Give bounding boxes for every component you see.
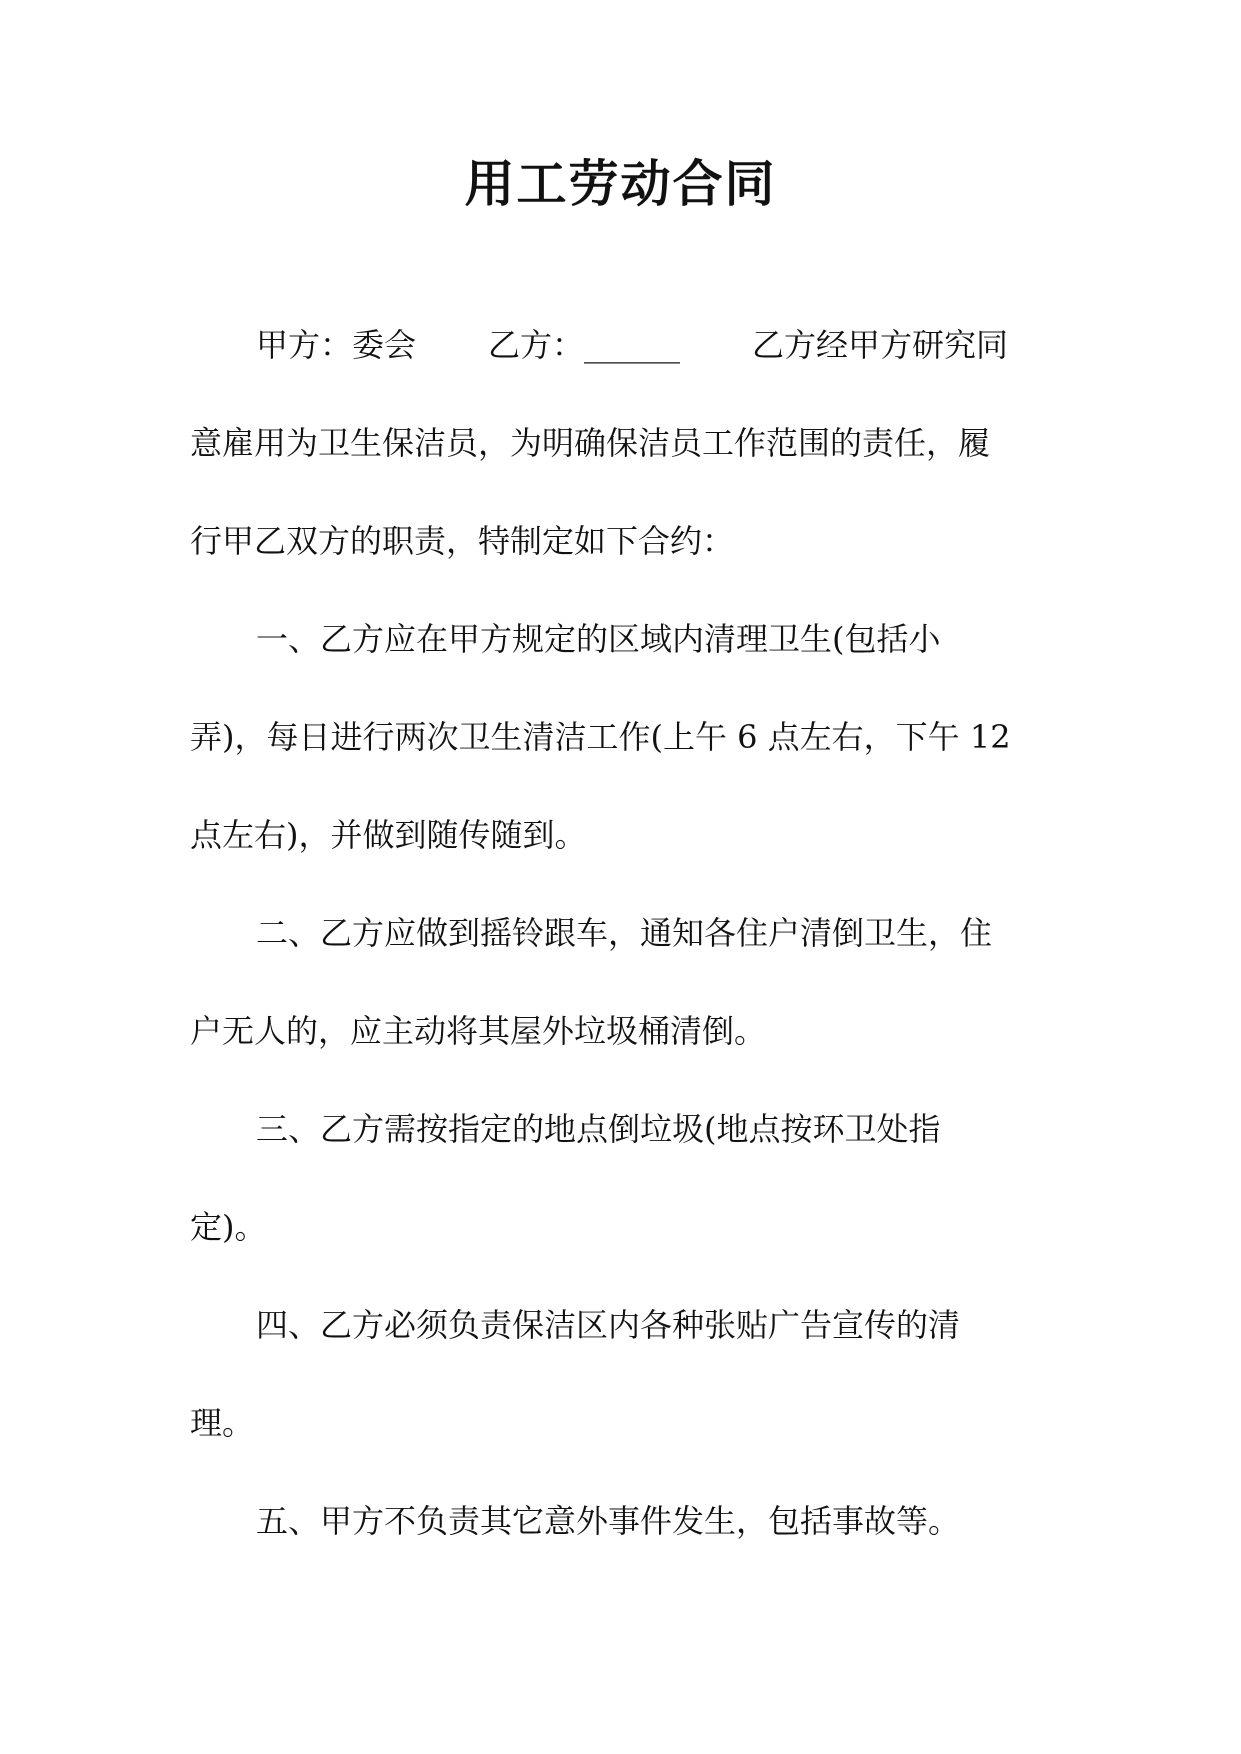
clause-3-line-1: 三、乙方需按指定的地点倒垃圾(地点按环卫处指 (256, 1110, 941, 1148)
clause-2-line-1: 二、乙方应做到摇铃跟车，通知各住户清倒卫生，住 (256, 914, 993, 952)
clause-4-line-1: 四、乙方必须负责保洁区内各种张贴广告宣传的清 (256, 1306, 961, 1344)
intro-line-2: 意雇用为卫生保洁员，为明确保洁员工作范围的责任，履 (190, 424, 991, 462)
document-title: 用工劳动合同 (464, 155, 777, 213)
clause-2-line-2: 户无人的，应主动将其屋外垃圾桶清倒。 (190, 1012, 767, 1050)
intro-line-3: 行甲乙双方的职责，特制定如下合约： (190, 522, 735, 560)
clause-5-line-1: 五、甲方不负责其它意外事件发生，包括事故等。 (256, 1502, 961, 1540)
intro-line-1 (190, 296, 1048, 394)
clause-1-line-3: 点左右)，并做到随传随到。 (190, 816, 587, 854)
intro-line-1-tail: 乙方经甲方研究同 (752, 326, 1009, 364)
clause-4-line-2: 理。 (190, 1404, 255, 1442)
clause-1-line-1: 一、乙方应在甲方规定的区域内清理卫生(包括小 (256, 620, 941, 658)
document-body (190, 296, 1048, 1570)
party-b: 乙方：______ (488, 326, 681, 364)
clause-3-line-2: 定)。 (190, 1208, 267, 1246)
party-a: 甲方：委会 (256, 326, 417, 364)
clause-1-line-2: 弄)，每日进行两次卫生清洁工作(上午 6 点左右，下午 12 (190, 718, 1011, 756)
